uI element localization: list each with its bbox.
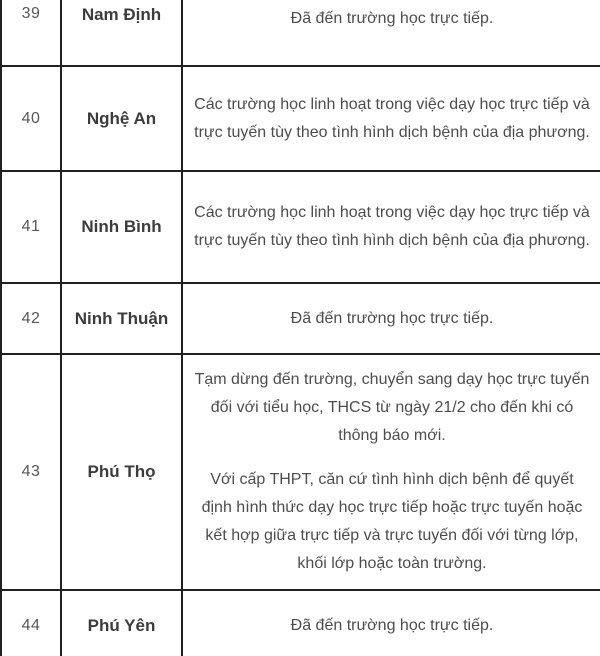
table-row [1, 0, 600, 66]
row-index-cell: 42 [1, 283, 61, 354]
province-cell: Ninh Bình [61, 171, 182, 283]
status-paragraph: Đã đến trường học trực tiếp. [290, 10, 494, 27]
table-row [1, 354, 600, 590]
row-index-cell: 39 [1, 0, 61, 66]
status-paragraph: Các trường học linh hoạt trong việc dạy học trực tiếp và trực tuyến tùy theo tình hình dịch bệnh của địa phương. [194, 95, 590, 141]
row-index-cell: 44 [1, 590, 61, 656]
table-body [1, 0, 600, 656]
status-cell [182, 283, 600, 354]
status-paragraph: Đã đến trường học trực tiếp. [290, 309, 494, 327]
province-cell: Nghệ An [61, 66, 182, 171]
status-cell [182, 0, 600, 66]
row-index-cell: 43 [1, 354, 61, 590]
table-row [1, 171, 600, 283]
status-cell [182, 590, 600, 656]
status-paragraph: Các trường học linh hoạt trong việc dạy học trực tiếp và trực tuyến tùy theo tình hình dịch bệnh của địa phương. [194, 204, 590, 249]
row-index-cell: 41 [1, 171, 61, 283]
status-cell [182, 66, 600, 171]
status-paragraph: Với cấp THPT, căn cứ tình hình dịch bệnh để quyết định hình thức dạy học trực tiếp hoặc trực tuyến hoặc kết hợp giữa trực tiếp và trực tuyến đối với từng lớp, khối lớp hoặc toàn trường. [201, 471, 583, 572]
table-row [1, 66, 600, 171]
province-cell: Phú Thọ [61, 354, 182, 590]
table-row [1, 590, 600, 656]
table-row [1, 283, 600, 354]
status-cell [182, 354, 600, 590]
status-paragraph: Tạm dừng đến trường, chuyển sang dạy học trực tuyến đối với tiểu học, THCS từ ngày 21/2 cho đến khi có thông báo mới. [194, 371, 590, 444]
status-cell [182, 171, 600, 283]
status-paragraph: Đã đến trường học trực tiếp. [290, 617, 494, 634]
province-cell: Nam Định [61, 0, 182, 66]
row-index-cell: 40 [1, 66, 61, 171]
province-cell: Ninh Thuận [61, 283, 182, 354]
province-cell: Phú Yên [61, 590, 182, 656]
